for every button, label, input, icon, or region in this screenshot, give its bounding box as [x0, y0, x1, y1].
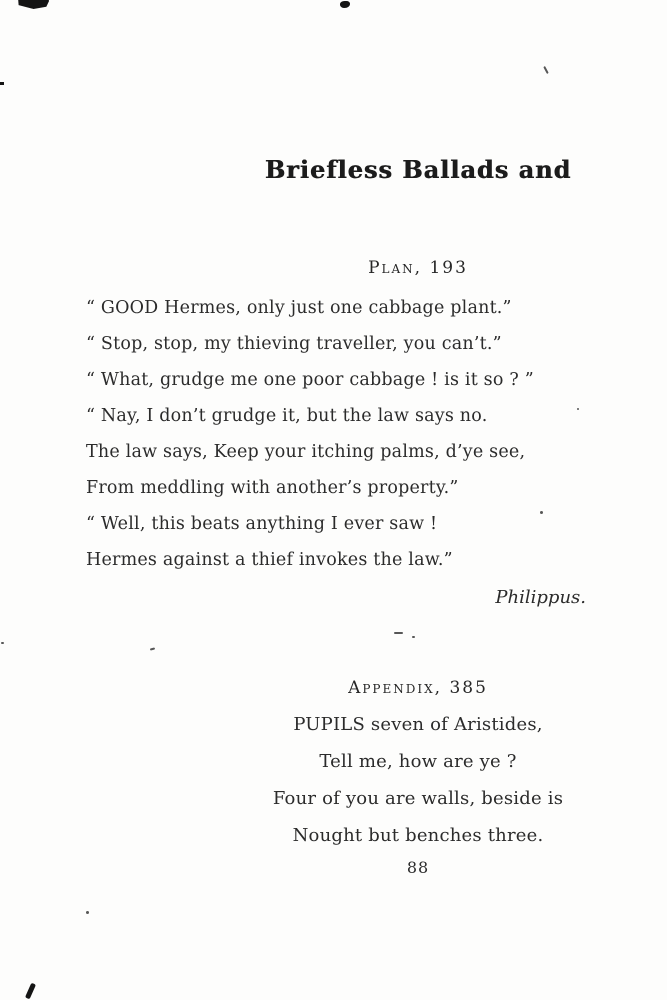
poem-line: From meddling with another’s property.”	[86, 478, 459, 498]
poem-line: “ Stop, stop, my thieving traveller, you can’t.”	[86, 334, 502, 354]
poem-line: Tell me, how are ye ?	[319, 751, 517, 772]
scan-speckle	[412, 636, 415, 638]
scan-speckle	[86, 911, 89, 914]
poem-line: PUPILS seven of Aristides,	[293, 714, 543, 735]
scan-artifact-top-center	[340, 1, 350, 8]
scan-artifact-bottom-left	[25, 983, 36, 1000]
scan-speckle	[1, 642, 4, 644]
poem-line: Hermes against a thief invokes the law.”	[86, 550, 453, 570]
poem-line: Four of you are walls, beside is	[272, 788, 564, 809]
poem-line: Nought but benches three.	[292, 825, 544, 846]
poem-line: “ What, grudge me one poor cabbage ! is it so ? ”	[86, 370, 534, 390]
section-heading-plan: Plan, 193	[368, 258, 468, 278]
page-number: 88	[406, 858, 430, 877]
scan-speckle	[394, 632, 403, 634]
poem-plan	[86, 290, 606, 578]
poem-line: “ Nay, I don’t grudge it, but the law says no.	[86, 406, 488, 426]
scan-speckle	[150, 647, 155, 650]
poem-line: “ GOOD Hermes, only just one cabbage plant.”	[86, 298, 512, 318]
poem-line: “ Well, this beats anything I ever saw !	[86, 514, 438, 534]
scan-speckle	[543, 66, 549, 74]
poem-appendix	[118, 706, 667, 854]
scan-artifact-left-edge	[0, 82, 4, 85]
poem-attribution: Philippus.	[495, 587, 586, 608]
section-heading-appendix: Appendix, 385	[348, 678, 488, 698]
running-header-title: Briefless Ballads and	[264, 155, 572, 184]
scan-artifact-top-left	[16, 0, 50, 11]
poem-line: The law says, Keep your itching palms, d’ye see,	[86, 442, 526, 462]
